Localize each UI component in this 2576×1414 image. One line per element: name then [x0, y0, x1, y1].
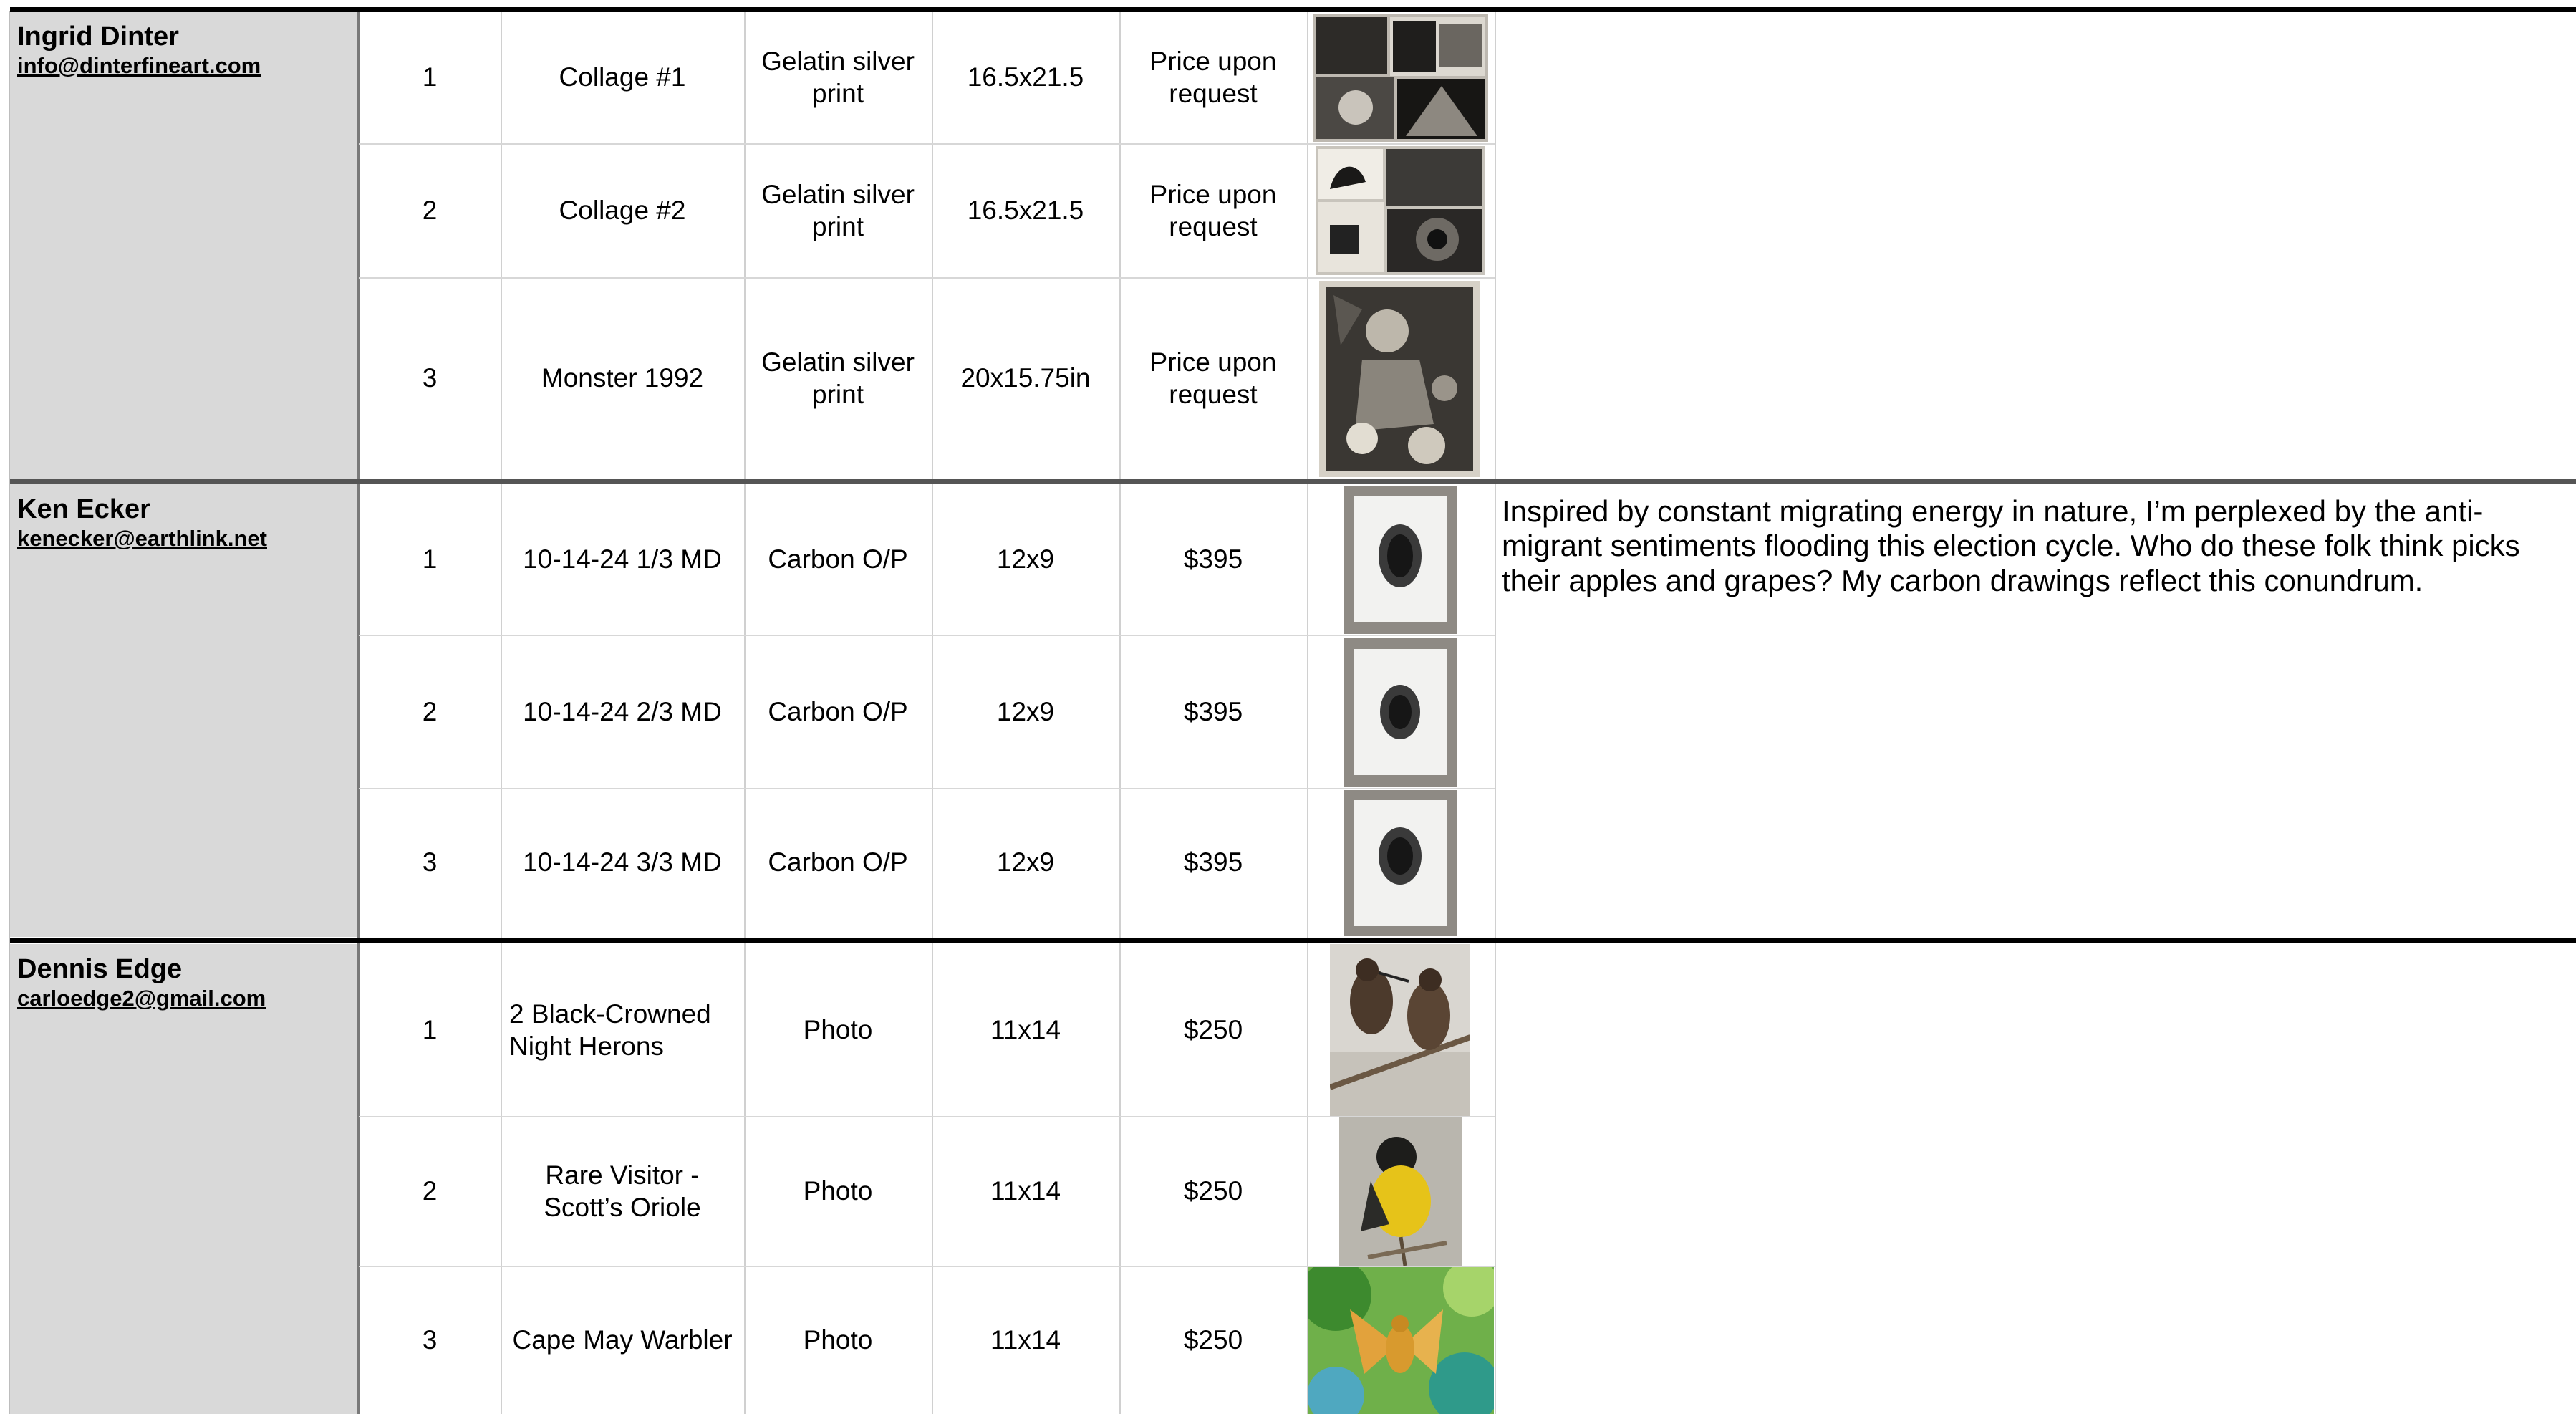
- work-title: Cape May Warbler: [512, 1324, 733, 1355]
- artist-email-link[interactable]: kenecker@earthlink.net: [17, 526, 267, 551]
- work-title: Monster 1992: [541, 363, 704, 393]
- column-divider: [1119, 11, 1121, 1414]
- artist-cell-dennis-edge: [10, 944, 359, 1414]
- work-price: $250: [1183, 1015, 1243, 1045]
- artist-separator: [10, 479, 2576, 484]
- work-number: 2: [422, 196, 438, 226]
- artist-name: Dennis Edge: [17, 954, 183, 984]
- work-medium: Photo: [803, 1015, 873, 1045]
- work-title: 10-14-24 3/3 MD: [523, 847, 722, 877]
- work-medium: Gelatin silver print: [761, 347, 915, 409]
- work-price: $250: [1183, 1324, 1243, 1355]
- column-divider: [501, 11, 502, 1414]
- column-divider: [1307, 11, 1308, 1414]
- work-size: 12x9: [996, 696, 1055, 726]
- work-medium: Gelatin silver print: [761, 47, 915, 108]
- work-number: 1: [422, 1015, 438, 1045]
- work-price: Price upon request: [1149, 180, 1277, 241]
- artwork-thumbnail[interactable]: [1344, 790, 1457, 936]
- artist-cell-ken-ecker: [10, 484, 359, 937]
- column-divider: [932, 11, 933, 1414]
- artwork-thumbnail[interactable]: [1313, 14, 1488, 142]
- work-price: Price upon request: [1149, 347, 1277, 409]
- work-number: 3: [422, 363, 438, 393]
- work-size: 16.5x21.5: [967, 62, 1084, 92]
- artwork-thumbnail[interactable]: [1339, 1117, 1462, 1266]
- work-number: 1: [422, 544, 438, 574]
- artist-cell-ingrid-dinter: [10, 11, 359, 479]
- work-size: 11x14: [990, 1324, 1061, 1355]
- row-divider: [359, 788, 1495, 789]
- work-size: 12x9: [996, 544, 1055, 574]
- work-number: 3: [422, 847, 438, 877]
- work-medium: Gelatin silver print: [761, 180, 915, 241]
- work-size: 12x9: [996, 847, 1055, 877]
- work-size: 16.5x21.5: [967, 196, 1084, 226]
- work-number: 2: [422, 1176, 438, 1206]
- row-divider: [359, 1266, 1495, 1267]
- work-medium: Carbon O/P: [768, 696, 908, 726]
- artist-separator: [10, 7, 2576, 12]
- work-title: 10-14-24 1/3 MD: [523, 544, 722, 574]
- work-title: 10-14-24 2/3 MD: [523, 696, 722, 726]
- work-price: $395: [1183, 544, 1243, 574]
- artist-email-link[interactable]: carloedge2@gmail.com: [17, 986, 266, 1011]
- work-medium: Photo: [803, 1176, 873, 1206]
- work-price: $395: [1183, 847, 1243, 877]
- artist-separator: [10, 938, 2576, 943]
- row-divider: [359, 1116, 1495, 1117]
- column-divider: [744, 11, 746, 1414]
- work-price: Price upon request: [1149, 47, 1277, 108]
- artwork-thumbnail[interactable]: [1316, 146, 1485, 275]
- artwork-thumbnail[interactable]: [1330, 944, 1470, 1116]
- work-title: Collage #2: [559, 196, 686, 226]
- work-size: 11x14: [990, 1015, 1061, 1045]
- work-medium: Carbon O/P: [768, 544, 908, 574]
- work-number: 2: [422, 696, 438, 726]
- artist-column-border: [357, 11, 360, 1414]
- artwork-thumbnail[interactable]: [1344, 486, 1457, 634]
- artist-name: Ingrid Dinter: [17, 21, 179, 52]
- row-divider: [359, 635, 1495, 636]
- artist-email-link[interactable]: info@dinterfineart.com: [17, 53, 261, 78]
- work-price: $395: [1183, 696, 1243, 726]
- artist-name: Ken Ecker: [17, 494, 150, 524]
- artwork-thumbnail[interactable]: [1307, 1266, 1494, 1414]
- column-divider: [1495, 11, 1496, 1414]
- row-divider: [359, 143, 1495, 145]
- artwork-thumbnail[interactable]: [1319, 281, 1480, 477]
- work-price: $250: [1183, 1176, 1243, 1206]
- artwork-thumbnail[interactable]: [1344, 638, 1457, 787]
- work-title: Rare Visitor - Scott’s Oriole: [544, 1160, 701, 1222]
- work-number: 1: [422, 62, 438, 92]
- work-size: 20x15.75in: [960, 363, 1091, 393]
- row-divider: [359, 277, 1495, 279]
- work-medium: Carbon O/P: [768, 847, 908, 877]
- sheet-left-border: [9, 11, 10, 1414]
- work-medium: Photo: [803, 1324, 873, 1355]
- artist-statement: Inspired by constant migrating energy in nature, I’m perplexed by the anti-migrant sentiments flooding this election cycle. Who do these folk think picks their apples and grapes? My carbon drawings reflect this conundrum.: [1502, 494, 2520, 597]
- work-size: 11x14: [990, 1176, 1061, 1206]
- work-title: Collage #1: [559, 62, 686, 92]
- work-number: 3: [422, 1324, 438, 1355]
- work-title: 2 Black-Crowned Night Herons: [509, 999, 711, 1061]
